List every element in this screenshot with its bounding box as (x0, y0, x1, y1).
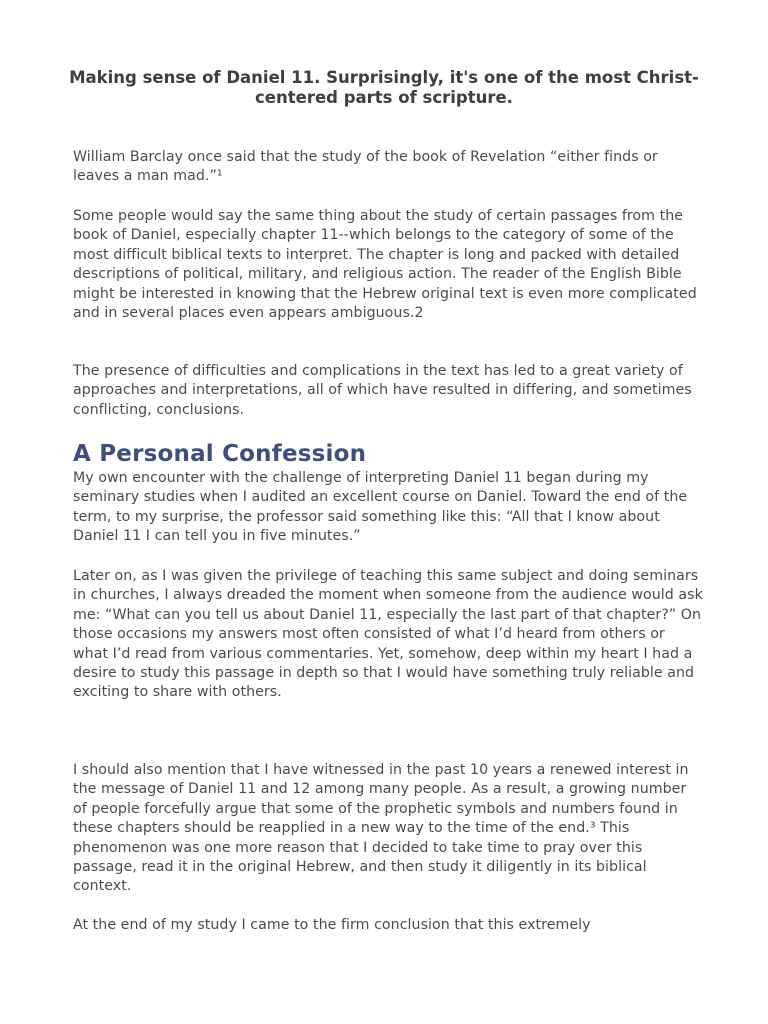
intro-paragraph-1: William Barclay once said that the study of the book of Revelation “either finds or leaves a man mad.”¹ (73, 149, 658, 185)
intro-paragraph-3: The presence of difficulties and complications in the text has led to a great variety of approaches and interpretations, all of which have resulted in differing, and sometimes conflicting, conclusions. (73, 363, 692, 418)
section-paragraph-1: My own encounter with the challenge of interpreting Daniel 11 began during my seminary studies when I audited an excellent course on Daniel. Toward the end of the term, to my surprise, the professor said something like this: “All that I know about Daniel 11 I can tell you in five minutes.” (73, 470, 688, 545)
section-paragraph-4: At the end of my study I came to the firm conclusion that this extremely (73, 917, 591, 933)
document-title: Making sense of Daniel 11. Surprisingly, it's one of the most Christ- centered parts of scripture. (69, 68, 699, 107)
section-paragraph-2: Later on, as I was given the privilege of teaching this same subject and doing seminars in churches, I always dreaded the moment when someone from the audience would ask me: “What can you tell us about Daniel 11, especially the last part of that chapter?” On those occasions my answers most often consisted of what I’d heard from others or what I’d read from various commentaries. Yet, somehow, deep within my heart I had a desire to study this passage in depth so that I would have something truly reliable and exciting to share with others. (73, 568, 703, 701)
intro-paragraph-2: Some people would say the same thing about the study of certain passages from the book of Daniel, especially chapter 11--which belongs to the category of some of the most difficult biblical texts to interpret. The chapter is long and packed with detailed descriptions of political, military, and religious action. The reader of the English Bible might be interested in knowing that the Hebrew original text is even more complicated and in several places even appears ambiguous.2 (73, 208, 697, 322)
section-heading: A Personal Confession (73, 441, 367, 467)
section-paragraph-3: I should also mention that I have witnessed in the past 10 years a renewed interest in the message of Daniel 11 and 12 among many people. As a result, a growing number of people forcefully argue that some of the prophetic symbols and numbers found in these chapters should be reapplied in a new way to the time of the end.³ This phenomenon was one more reason that I decided to take time to pray over this passage, read it in the original Hebrew, and then study it diligently in its biblical context. (73, 762, 689, 895)
